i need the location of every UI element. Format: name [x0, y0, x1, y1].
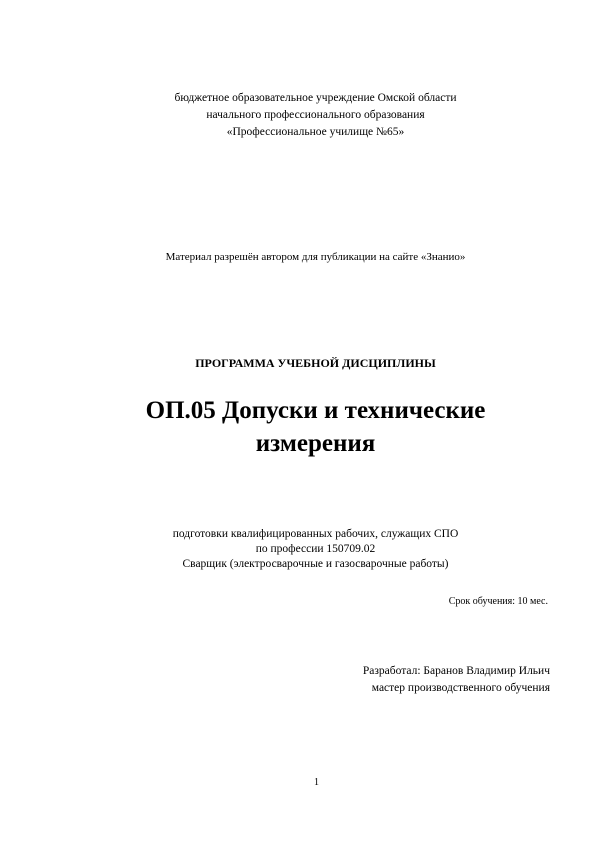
course-title [18, 394, 595, 460]
institution-line-3: «Профессиональное училище №65» [226, 126, 405, 138]
author-position: мастер производственного обучения [371, 682, 550, 694]
training-duration: Срок обучения: 10 мес. [448, 596, 548, 607]
author-name: Разработал: Баранов Владимир Ильич [362, 665, 550, 677]
page-number: 1 [314, 777, 319, 788]
institution-line-1: бюджетное образовательное учреждение Омской области [174, 92, 457, 104]
training-line-3: Сварщик (электросварочные и газосварочные работы) [182, 558, 449, 570]
institution-line-2: начального профессионального образования [206, 109, 425, 121]
permission-note: Материал разрешён автором для публикации на сайте «Знанио» [165, 251, 466, 263]
course-title-line-1: ОП.05 Допуски и технические [145, 397, 486, 424]
training-description [18, 527, 595, 572]
training-line-2: по профессии 150709.02 [255, 543, 376, 555]
author-block [363, 663, 550, 697]
institution-header [18, 90, 595, 141]
course-title-line-2: измерения [255, 430, 376, 457]
program-heading: ПРОГРАММА УЧЕБНОЙ ДИСЦИПЛИНЫ [195, 356, 436, 370]
training-line-1: подготовки квалифицированных рабочих, служащих СПО [172, 528, 459, 540]
